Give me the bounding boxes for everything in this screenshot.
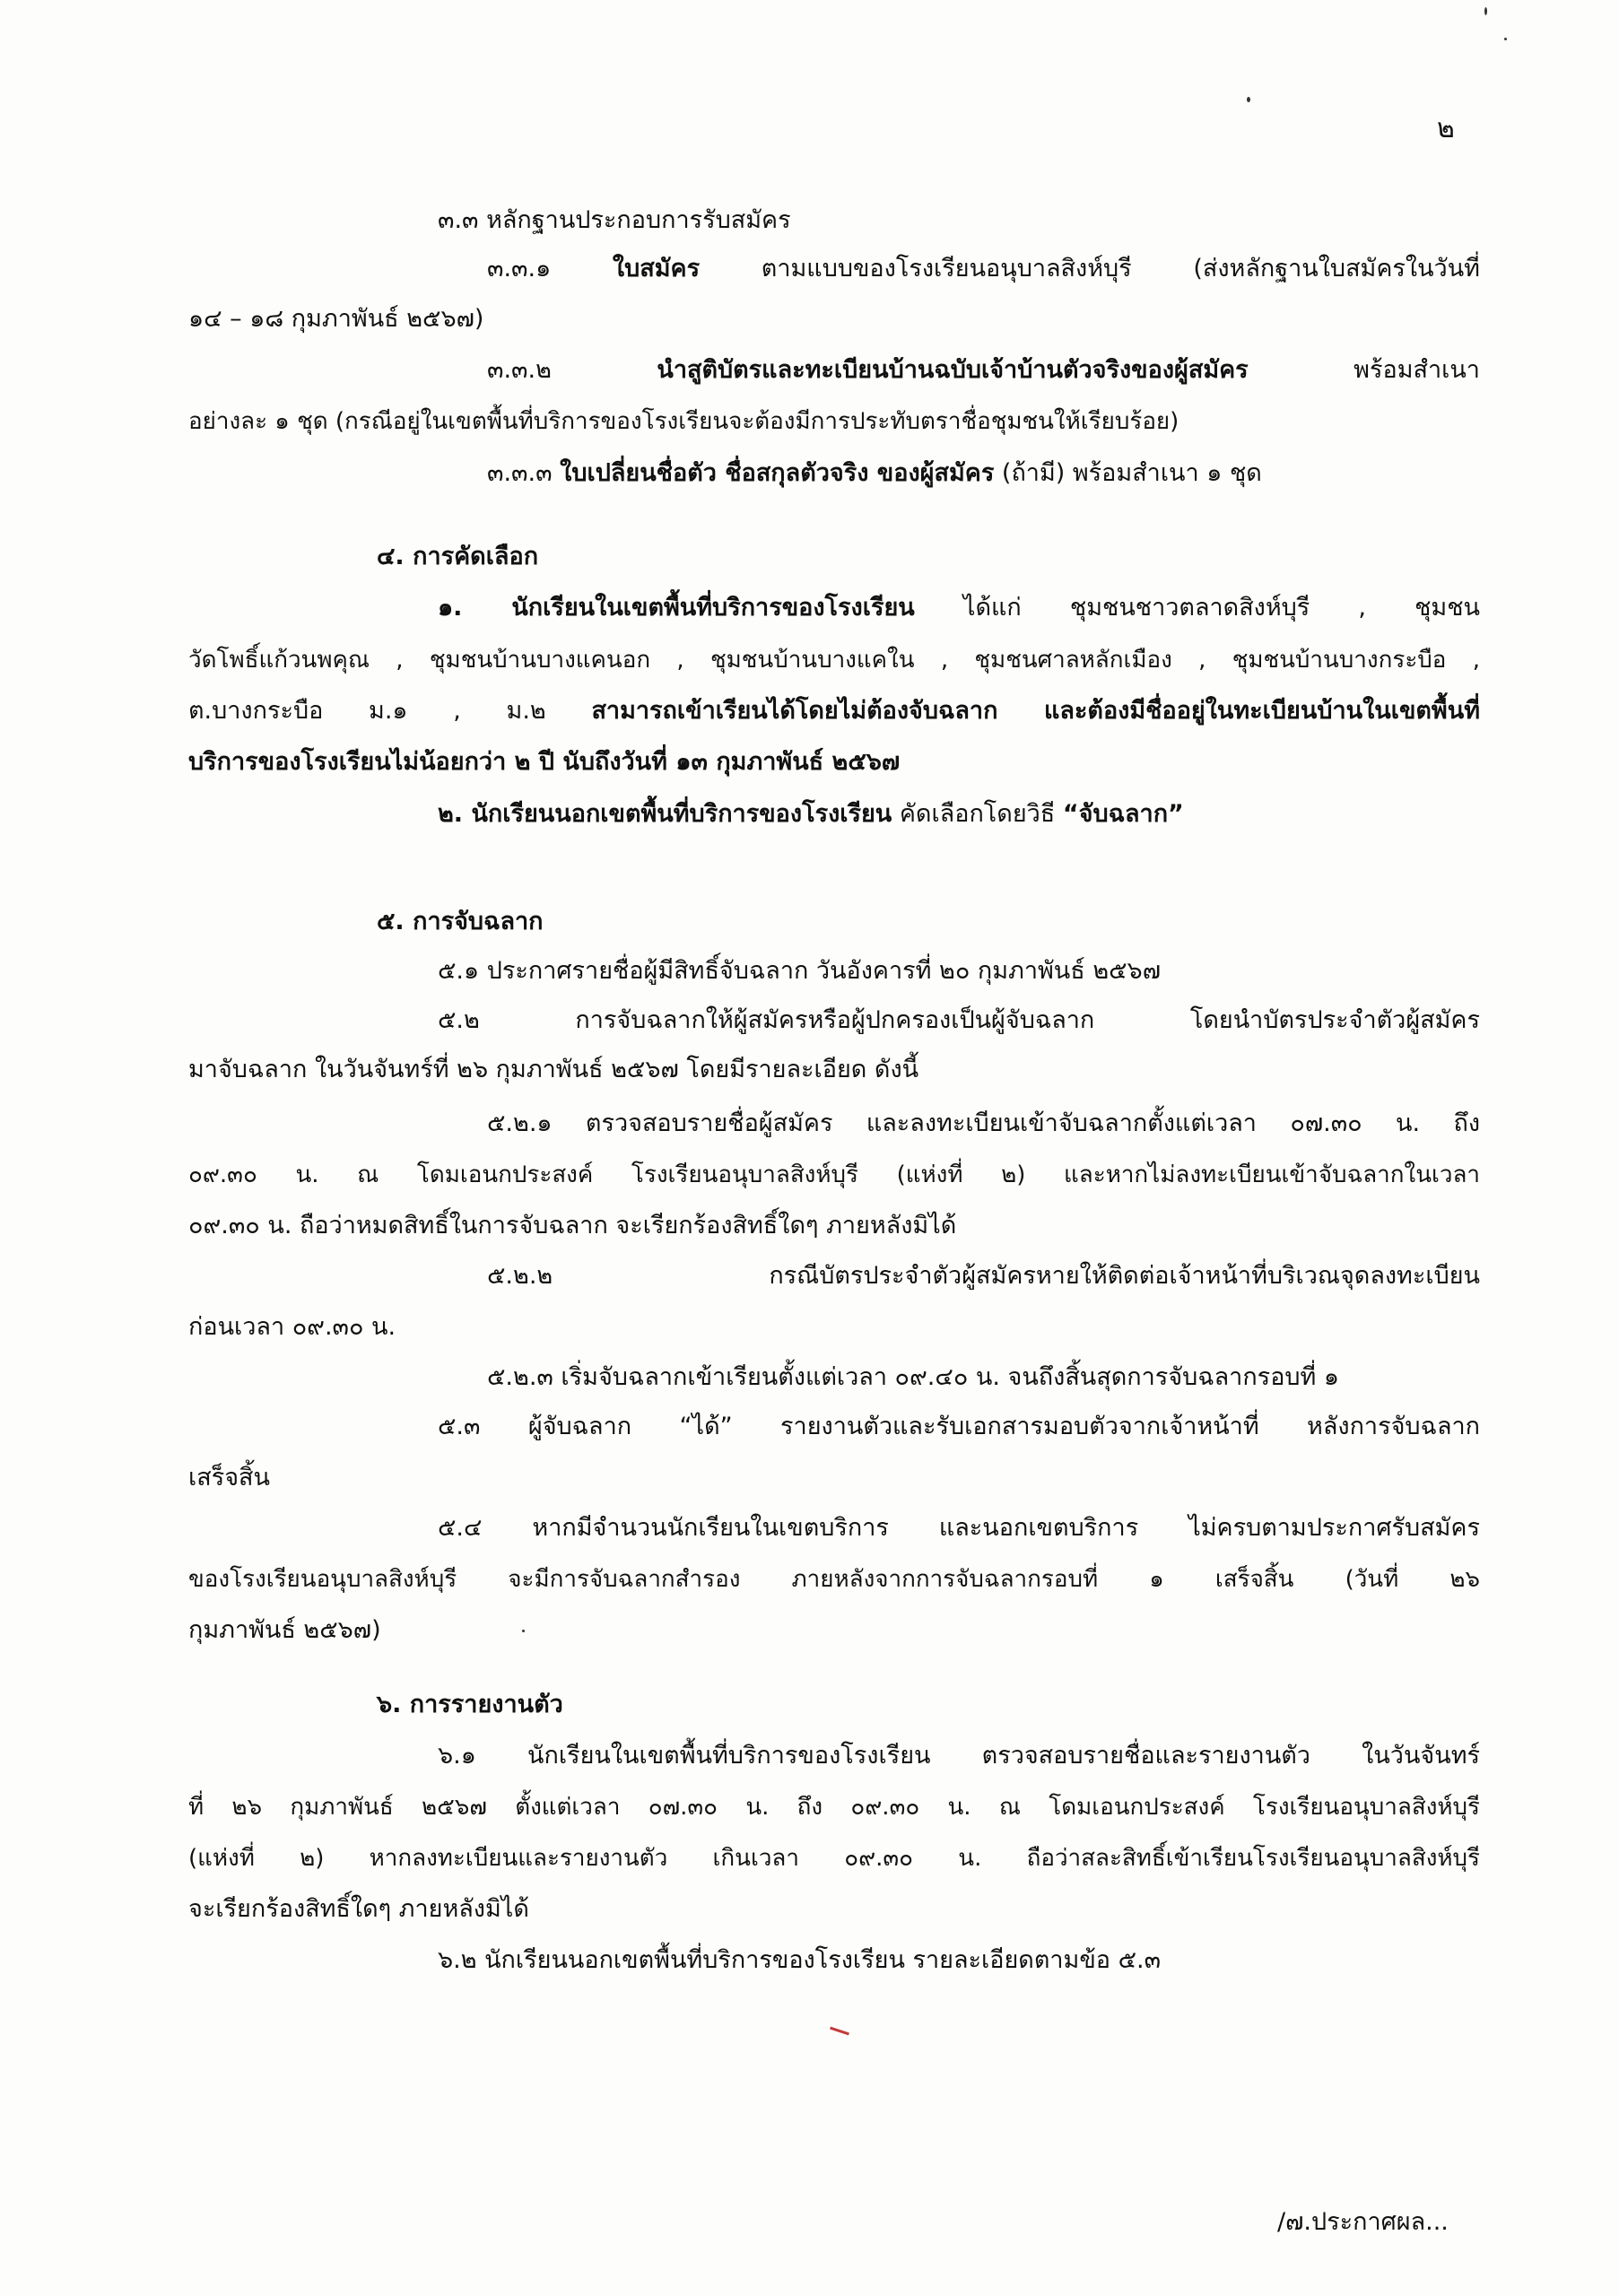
item-3-3-1-number: ๓.๓.๑ bbox=[487, 255, 552, 283]
item-5-2-1-line-2: ๐๙.๓๐ น. ณ โดมเอนกประสงค์ โรงเรียนอนุบาลสิงห์บุรี (แห่งที่ ๒) และหากไม่ลงทะเบียนเข้าจับฉลากในเวลา bbox=[188, 1161, 1480, 1188]
section-4-item-1-line-4: บริการของโรงเรียนไม่น้อยกว่า ๒ ปี นับถึงวันที่ ๑๓ กุมภาพันธ์ ๒๕๖๗ bbox=[188, 748, 901, 776]
section-6-heading: ๖. การรายงานตัว bbox=[377, 1691, 563, 1718]
item-5-2-1-line-1: ๕.๒.๑ ตรวจสอบรายชื่อผู้สมัคร และลงทะเบียนเข้าจับฉลากตั้งแต่เวลา ๐๗.๓๐ น. ถึง bbox=[487, 1109, 1480, 1137]
section-4-heading: ๔. การคัดเลือก bbox=[377, 543, 539, 570]
section-4-item-2-text: คัดเลือกโดยวิธี bbox=[899, 800, 1056, 828]
section-5-heading: ๕. การจับฉลาก bbox=[377, 908, 544, 935]
scan-speck bbox=[522, 1630, 525, 1632]
item-3-3-1-continuation: ๑๔ – ๑๘ กุมภาพันธ์ ๒๕๖๗) bbox=[188, 305, 484, 333]
item-5-2-line-2: มาจับฉลาก ในวันจันทร์ที่ ๒๖ กุมภาพันธ์ ๒๕๖๗ โดยมีรายละเอียด ดังนี้ bbox=[188, 1056, 919, 1083]
section-4-item-2-quote: “จับฉลาก” bbox=[1062, 800, 1184, 828]
item-5-3-line-2: เสร็จสิ้น bbox=[188, 1464, 270, 1492]
item-6-1-line-4: จะเรียกร้องสิทธิ์ใดๆ ภายหลังมิได้ bbox=[188, 1895, 529, 1923]
item-5-4-line-2: ของโรงเรียนอนุบาลสิงห์บุรี จะมีการจับฉลากสำรอง ภายหลังจากการจับฉลากรอบที่ ๑ เสร็จสิ้น (วันที่ ๒๖ bbox=[188, 1566, 1480, 1593]
item-3-3-2 bbox=[487, 354, 1480, 387]
item-5-2-2-line-2: ก่อนเวลา ๐๙.๓๐ น. bbox=[188, 1313, 396, 1341]
section-4-item-1-line-3-text: ต.บางกระบือ ม.๑ , ม.๒ bbox=[188, 697, 546, 725]
item-5-2-2-line-1: ๕.๒.๒ กรณีบัตรประจำตัวผู้สมัครหายให้ติดต่อเจ้าหน้าที่บริเวณจุดลงทะเบียน bbox=[487, 1262, 1480, 1290]
item-3-3-2-text: พร้อมสำเนา bbox=[1354, 356, 1480, 384]
item-3-3-2-number: ๓.๓.๒ bbox=[487, 356, 552, 384]
item-6-1-line-3: (แห่งที่ ๒) หากลงทะเบียนและรายงานตัว เกินเวลา ๐๙.๓๐ น. ถือว่าสละสิทธิ์เข้าเรียนโรงเรียนอนุบาลสิงห์บุรี bbox=[188, 1845, 1480, 1872]
item-5-2-line-1: ๕.๒ การจับฉลากให้ผู้สมัครหรือผู้ปกครองเป็นผู้จับฉลาก โดยนำบัตรประจำตัวผู้สมัคร bbox=[438, 1006, 1480, 1034]
item-3-3-2-continuation: อย่างละ ๑ ชุด (กรณีอยู่ในเขตพื้นที่บริการของโรงเรียนจะต้องมีการประทับตราชื่อชุมชนให้เรียบร้อย) bbox=[188, 408, 1179, 435]
item-3-3-3-text: (ถ้ามี) พร้อมสำเนา ๑ ชุด bbox=[1001, 459, 1262, 487]
item-5-3-line-1: ๕.๓ ผู้จับฉลาก “ได้” รายงานตัวและรับเอกสารมอบตัวจากเจ้าหน้าที่ หลังการจับฉลาก bbox=[438, 1413, 1480, 1440]
item-3-3-1-text: ตามแบบของโรงเรียนอนุบาลสิงห์บุรี (ส่งหลักฐานใบสมัครในวันที่ bbox=[761, 255, 1480, 283]
item-6-1-line-2: ที่ ๒๖ กุมภาพันธ์ ๒๕๖๗ ตั้งแต่เวลา ๐๗.๓๐ น. ถึง ๐๙.๓๐ น. ณ โดมเอนกประสงค์ โรงเรียนอนุบาลสิงห์บุรี bbox=[188, 1794, 1480, 1821]
item-5-4-line-1: ๕.๔ หากมีจำนวนนักเรียนในเขตบริการ และนอกเขตบริการ ไม่ครบตามประกาศรับสมัคร bbox=[438, 1514, 1480, 1542]
red-ink-mark bbox=[830, 2027, 849, 2036]
item-5-1: ๕.๑ ประกาศรายชื่อผู้มีสิทธิ์จับฉลาก วันอังคารที่ ๒๐ กุมภาพันธ์ ๒๕๖๗ bbox=[438, 957, 1161, 985]
scan-speck bbox=[1504, 38, 1507, 40]
item-3-3-3-bold: ใบเปลี่ยนชื่อตัว ชื่อสกุลตัวจริง ของผู้สมัคร bbox=[560, 459, 995, 487]
continuation-note: /๗.ประกาศผล... bbox=[1277, 2208, 1449, 2236]
item-6-2: ๖.๒ นักเรียนนอกเขตพื้นที่บริการของโรงเรียน รายละเอียดตามข้อ ๕.๓ bbox=[438, 1946, 1162, 1974]
item-3-3-2-bold: นำสูติบัตรและทะเบียนบ้านฉบับเจ้าบ้านตัวจริงของผู้สมัคร bbox=[657, 356, 1249, 384]
section-4-item-2 bbox=[438, 798, 1184, 831]
section-4-item-1-text: ได้แก่ ชุมชนชาวตลาดสิงห์บุรี , ชุมชน bbox=[962, 594, 1481, 622]
item-3-3-3-number: ๓.๓.๓ bbox=[487, 459, 553, 487]
item-3-3-1-bold: ใบสมัคร bbox=[612, 255, 701, 283]
section-4-item-1-bold: ๑. นักเรียนในเขตพื้นที่บริการของโรงเรียน bbox=[438, 594, 915, 622]
section-4-item-1-line-3 bbox=[188, 695, 1480, 727]
section-4-item-2-bold: ๒. นักเรียนนอกเขตพื้นที่บริการของโรงเรียน bbox=[438, 800, 892, 828]
section-4-item-1-line-2: วัดโพธิ์แก้วนพคุณ , ชุมชนบ้านบางแคนอก , ชุมชนบ้านบางแคใน , ชุมชนศาลหลักเมือง , ชุมชนบ้านบางกระบือ , bbox=[188, 647, 1480, 674]
item-5-2-1-line-3: ๐๙.๓๐ น. ถือว่าหมดสิทธิ์ในการจับฉลาก จะเรียกร้องสิทธิ์ใดๆ ภายหลังมิได้ bbox=[188, 1212, 957, 1239]
item-3-3-3 bbox=[487, 457, 1262, 490]
item-6-1-line-1: ๖.๑ นักเรียนในเขตพื้นที่บริการของโรงเรียน ตรวจสอบรายชื่อและรายงานตัว ในวันจันทร์ bbox=[438, 1742, 1480, 1770]
item-5-2-3: ๕.๒.๓ เริ่มจับฉลากเข้าเรียนตั้งแต่เวลา ๐๙.๔๐ น. จนถึงสิ้นสุดการจับฉลากรอบที่ ๑ bbox=[487, 1363, 1340, 1391]
page-number: ๒ bbox=[1437, 113, 1455, 144]
scan-speck bbox=[1484, 7, 1487, 15]
item-3-3-1 bbox=[487, 253, 1480, 285]
section-4-item-1-line-1 bbox=[438, 592, 1480, 624]
section-4-item-1-line-3-bold: สามารถเข้าเรียนได้โดยไม่ต้องจับฉลาก และต้องมีชื่ออยู่ในทะเบียนบ้านในเขตพื้นที่ bbox=[591, 697, 1480, 725]
item-5-4-line-3: กุมภาพันธ์ ๒๕๖๗) bbox=[188, 1616, 381, 1644]
section-3-3-heading: ๓.๓ หลักฐานประกอบการรับสมัคร bbox=[438, 206, 791, 234]
scan-speck bbox=[1247, 97, 1250, 102]
